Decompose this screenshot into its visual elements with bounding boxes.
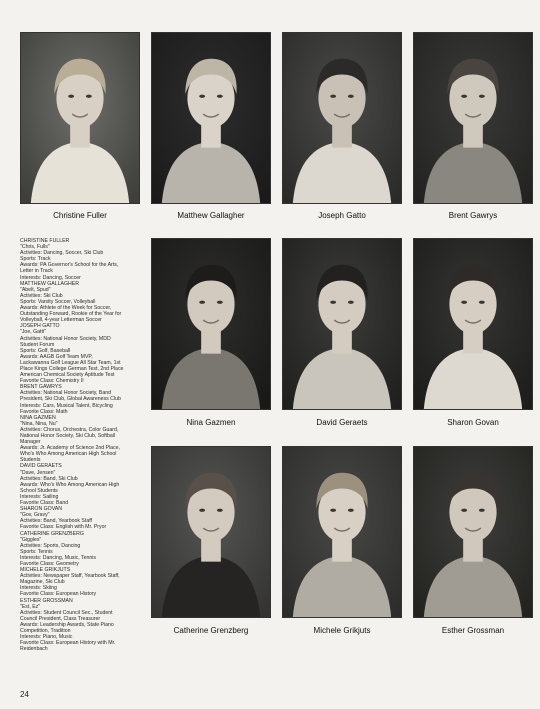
bio-line: Interests: Dancing, Soccer — [20, 274, 81, 281]
bio-line: SHARON GOVAN — [20, 506, 62, 513]
portrait-photo — [151, 32, 271, 204]
bio-line: Activities: Ski Club — [20, 292, 63, 299]
student-biographies — [20, 238, 140, 678]
portrait-caption: Sharon Govan — [447, 418, 499, 427]
bio-line: Favorite Class: English with Mr. Pryor — [20, 524, 107, 531]
bio-line: Letter in Track — [20, 268, 53, 275]
bio-line: "Abelt, Spud" — [20, 286, 51, 293]
bio-line: National Honor Society, Ski Club, Softball — [20, 433, 116, 439]
portrait-photo — [413, 238, 533, 410]
portrait-caption: Brent Gawrys — [448, 211, 498, 220]
bio-line: Awards: Jr. Academy of Science 2nd Place, — [20, 445, 120, 452]
bio-line: Activities: Sports, Dancing — [20, 542, 81, 549]
bio-line: Interests: Skiing — [20, 585, 57, 592]
portrait-caption: Michele Grikjuts — [313, 626, 371, 635]
bio-line: Favorite Class: Math — [20, 408, 68, 415]
bio-line: Awards: PA Governor's School for the Arts, — [20, 262, 119, 269]
bio-line: Council President, Class Treasurer — [20, 615, 101, 622]
bio-line: Competition, Tradition — [20, 628, 71, 634]
bio-line: Activities: Newspaper Staff, Yearbook Staff, — [20, 573, 120, 580]
bio-line: Lackawanna Golf League All Star Team, 1st — [20, 359, 121, 366]
bio-line: Manager — [20, 439, 41, 446]
bio-line: Student Forum — [20, 341, 55, 348]
bio-line: Reidenbach — [20, 646, 48, 653]
portrait-caption: Matthew Gallagher — [177, 211, 245, 220]
bio-line: Volleyball, 4-year Letterman Soccer — [20, 317, 102, 324]
portrait-photo — [413, 446, 533, 618]
bio-line: "Joe, Gatti" — [20, 329, 46, 336]
portrait-photo — [20, 32, 140, 204]
portrait-photo — [282, 238, 402, 410]
bio-line: BRENT GAWRYS — [20, 384, 62, 391]
bio-line: DAVID GERAETS — [20, 463, 62, 470]
bio-line: Activities: Band, Ski Club — [20, 475, 78, 482]
portrait-caption: Catherine Grenzberg — [173, 626, 249, 635]
bio-line: Outstanding Forward, Rookie of the Year for — [20, 311, 122, 318]
bio-line: MICHELE GRIKJUTS — [20, 567, 71, 574]
bio-line: Who's Who Among American High School — [20, 451, 117, 458]
bio-line: CATHERINE GRENZBERG — [20, 530, 84, 537]
bio-line: MATTHEW GALLAGHER — [20, 280, 79, 287]
bio-line: "Est, Ez" — [20, 603, 41, 610]
bio-line: Awards: Leadership Awards, State Piano — [20, 621, 114, 628]
bio-line: "Chris, Fulls" — [20, 244, 50, 251]
portrait-caption: Esther Grossman — [441, 626, 505, 635]
bio-line: President, Ski Club, Global Awareness Club — [20, 396, 121, 403]
bio-line: Activities: National Honor Society, Band — [20, 390, 112, 397]
portrait-photo — [151, 446, 271, 618]
bio-line: Interests: Sailing — [20, 493, 59, 500]
bio-line: NINA GAZMEN — [20, 414, 56, 421]
bio-line: Sports: Golf, Baseball — [20, 347, 71, 354]
bio-line: Favorite Class: Chemistry II — [20, 378, 84, 385]
bio-line: Favorite Class: European History — [20, 591, 97, 598]
bio-line: "Giggles" — [20, 536, 42, 543]
bio-line: Favorite Class: Geometry — [20, 560, 79, 567]
bio-line: ESTHER GROSSMAN — [20, 597, 73, 604]
bio-line: Activities: Dancing, Soccer, Ski Club — [20, 250, 104, 257]
bio-line: School Students — [20, 487, 58, 494]
bio-line: Awards: Athlete of the Week for Soccer, — [20, 305, 112, 312]
bio-line: Activities: National Honor Society, MDD — [20, 335, 111, 342]
portrait-caption: Joseph Gatto — [318, 211, 366, 220]
bio-line: American Chemical Society Aptitude Test — [20, 372, 115, 379]
bio-line: Awards: AAGB Golf Team MVP, — [20, 353, 93, 360]
bio-line: Sports: Track — [20, 256, 51, 263]
page-number: 24 — [20, 690, 29, 699]
portrait-photo — [413, 32, 533, 204]
bio-line: Sports: Tennis — [20, 548, 53, 555]
bio-line: "Dave, Jensen" — [20, 469, 56, 476]
bio-line: Interests: Cars, Musical Talent, Bicycling — [20, 402, 113, 409]
bio-line: Students — [20, 457, 41, 464]
bio-line: Activities: Student Council Sec., Student — [20, 609, 113, 616]
bio-line: Interests: Dancing, Music, Tennis — [20, 554, 97, 561]
bio-line: Sports: Varsity Soccer, Volleyball — [20, 298, 96, 305]
portrait-photo — [282, 32, 402, 204]
bio-line: "Gov, Gravy" — [20, 512, 50, 519]
bio-line: Awards: Who's Who Among American High — [20, 481, 120, 488]
bio-line: Place Kings College German Test, 2nd Place — [20, 365, 124, 372]
bio-line: CHRISTINE FULLER — [20, 238, 70, 244]
portrait-photo — [282, 446, 402, 618]
bio-line: Magazine, Ski Club — [20, 579, 65, 586]
portrait-caption: David Geraets — [316, 418, 368, 427]
portrait-caption: Christine Fuller — [53, 211, 107, 220]
bio-line: Favorite Class: European History with Mr. — [20, 640, 116, 647]
bio-line: Interests: Piano, Music — [20, 634, 73, 641]
bio-line: "Nina, Nina, Nu" — [20, 420, 58, 427]
bio-line: Activities: Band, Yearbook Staff — [20, 518, 92, 525]
portrait-caption: Nina Gazmen — [186, 418, 236, 427]
portrait-photo — [151, 238, 271, 410]
bio-line: Activities: Chorus, Orchestra, Color Guard, — [20, 426, 119, 433]
bio-line: JOSEPH GATTO — [20, 323, 60, 330]
bio-line: Favorite Class: Band — [20, 500, 69, 507]
